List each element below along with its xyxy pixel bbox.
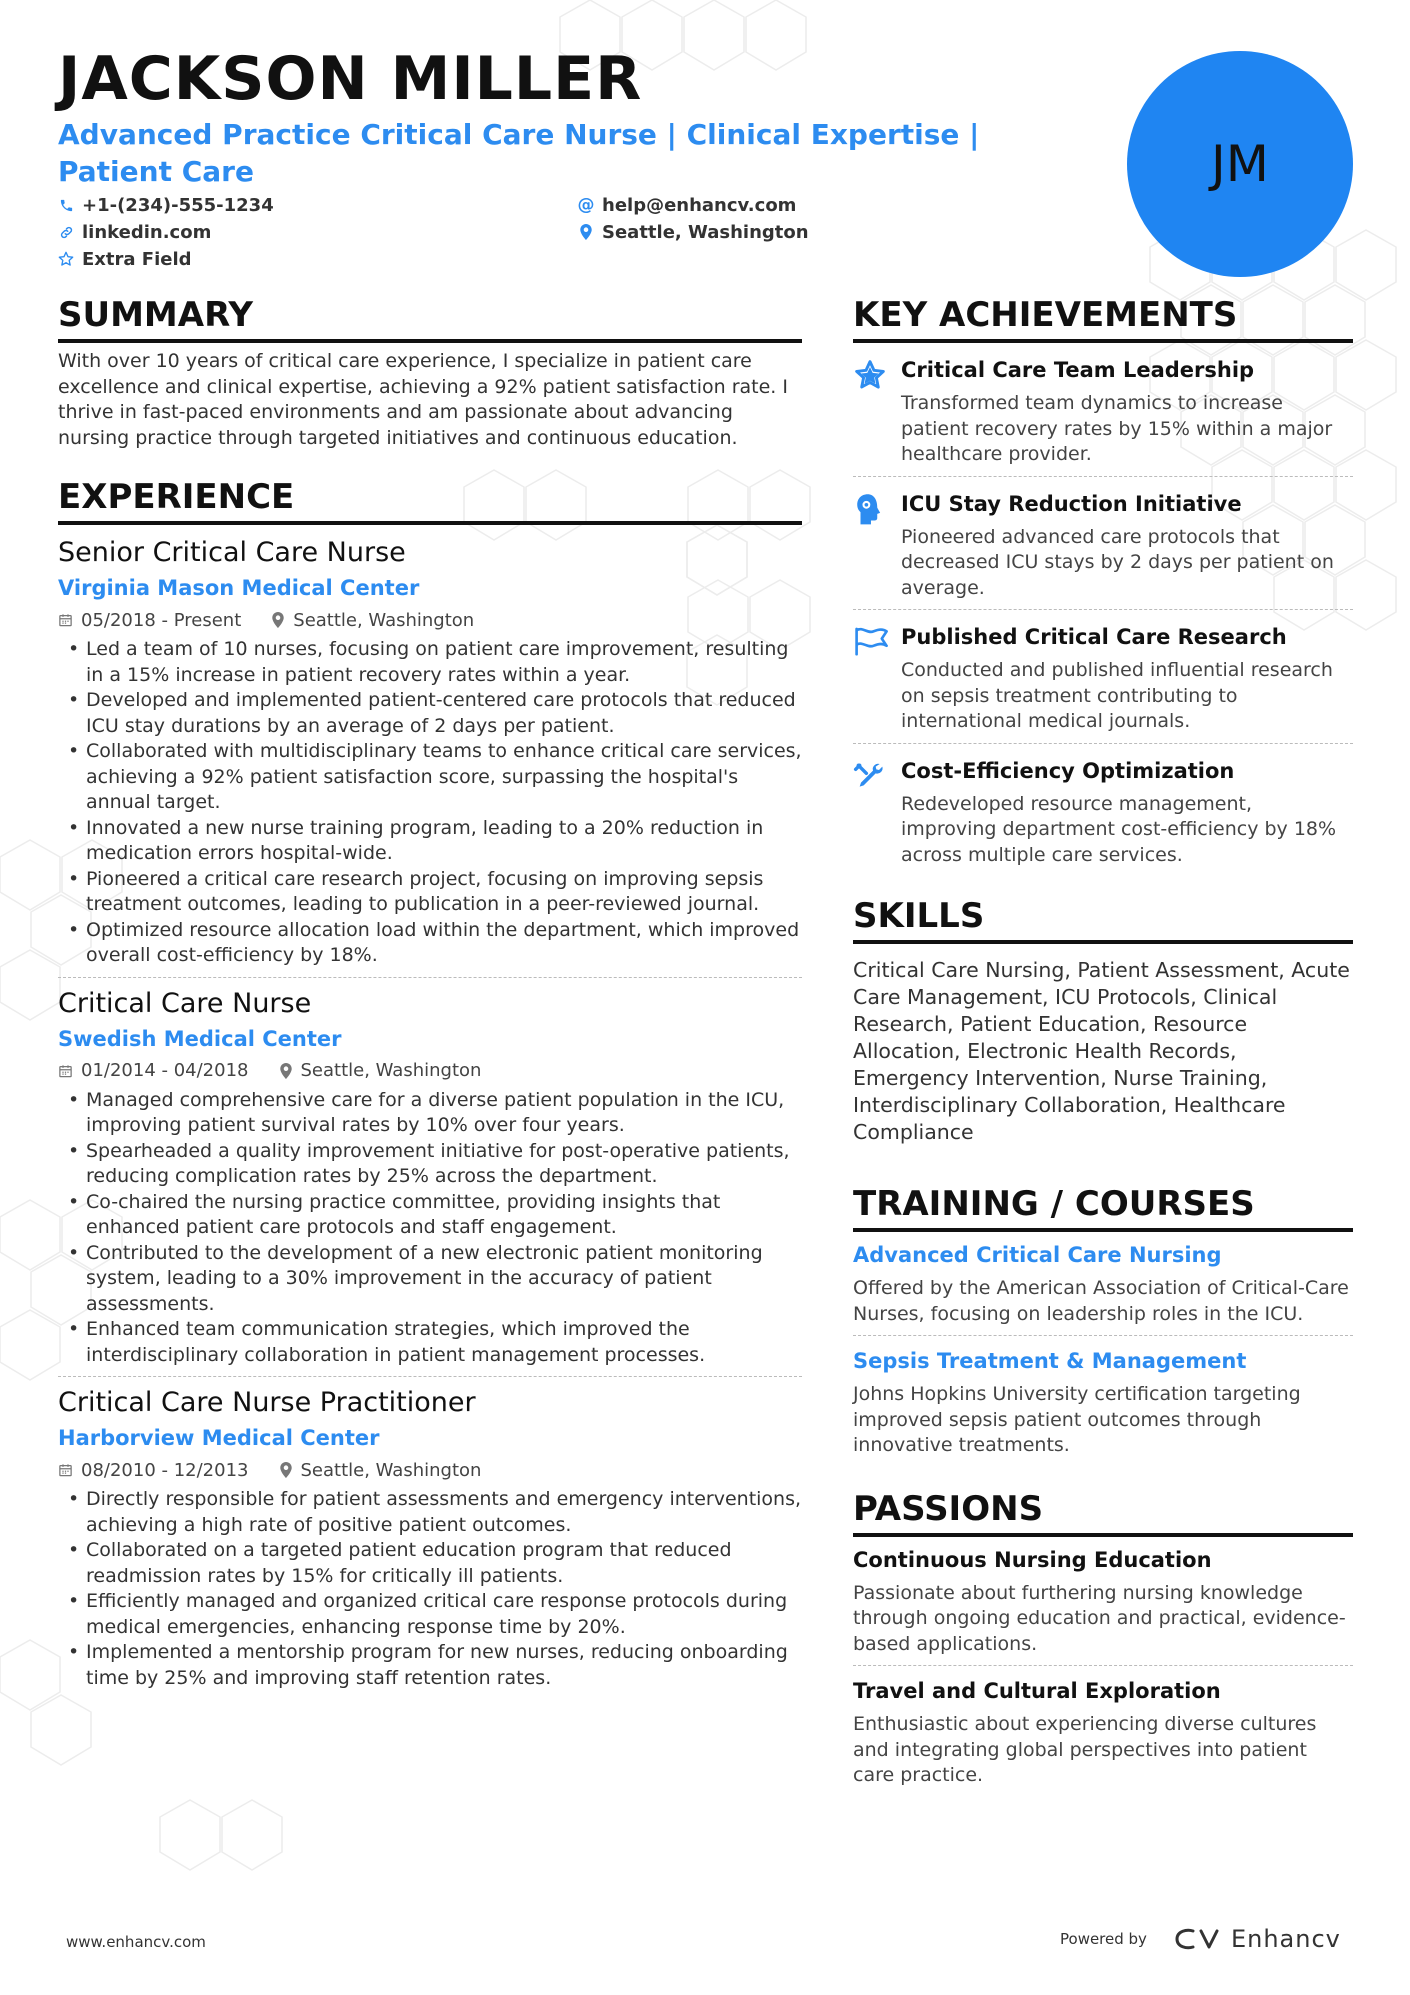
star-outline-icon — [58, 251, 74, 267]
bullet-item: • Co-chaired the nursing practice committee, providing insights that enhanced patient care protocols and staff engagement. — [58, 1190, 802, 1241]
bullet-item: • Led a team of 10 nurses, focusing on patient care improvement, resulting in a 15% increase in patient recovery rates within a year. — [58, 637, 802, 688]
job-dates: 05/2018 - Present — [81, 609, 242, 631]
divider — [58, 977, 802, 978]
location-pin-icon — [578, 224, 594, 240]
bullet-item: • Pioneered a critical care research project, focusing on improving sepsis treatment outcomes, leading to publication in a peer-reviewed journal. — [58, 867, 802, 918]
passion-title: Continuous Nursing Education — [853, 1547, 1212, 1572]
bullet-item: • Directly responsible for patient assessments and emergency interventions, achieving a high rate of positive patient outcomes. — [58, 1487, 802, 1538]
course-item — [853, 1348, 1353, 1459]
head-icon — [853, 493, 885, 527]
achievement-title: ICU Stay Reduction Initiative — [901, 491, 1242, 516]
achievement-desc: Redeveloped resource management, improving department cost-efficiency by 18% across multiple care services. — [901, 792, 1337, 866]
job-entry — [58, 1387, 802, 1691]
training-heading: TRAINING / COURSES — [853, 1184, 1353, 1232]
achievement-desc: Conducted and published influential research on sepsis treatment contributing to international medical journals. — [901, 659, 1333, 732]
achievement-title: Published Critical Care Research — [901, 625, 1287, 649]
achievement-item — [853, 758, 1353, 869]
job-entry — [58, 537, 802, 969]
calendar-icon — [58, 1063, 73, 1079]
contact-info — [58, 194, 818, 270]
contact-linkedin[interactable] — [58, 221, 578, 243]
bullet-item: • Developed and implemented patient-centered care protocols that reduced ICU stay durations by an average of 2 days per patient. — [58, 688, 802, 739]
bullet-item: • Enhanced team communication strategies, which improved the interdisciplinary collaboration in patient management processes. — [58, 1317, 802, 1368]
company-name[interactable]: Harborview Medical Center — [58, 1426, 380, 1450]
job-location: Seattle, Washington — [300, 1060, 482, 1081]
bullet-item: • Collaborated with multidisciplinary teams to enhance critical care services, achieving a 92% patient satisfaction score, surpassing the hospital's annual target. — [58, 739, 802, 816]
job-entry — [58, 988, 802, 1369]
passion-desc: Passionate about furthering nursing knowledge through ongoing education and practical, evidence-based applications. — [853, 1581, 1346, 1655]
footer-branding — [1060, 1925, 1341, 1953]
contact-email[interactable] — [578, 194, 818, 216]
brand-name[interactable]: Enhancv — [1230, 1925, 1341, 1953]
location-pin-icon — [279, 1063, 293, 1079]
company-name[interactable]: Swedish Medical Center — [58, 1026, 342, 1051]
achievement-item — [853, 357, 1353, 468]
flag-icon — [853, 626, 889, 656]
at-icon: @ — [577, 195, 595, 215]
divider — [58, 1376, 802, 1377]
summary-heading: SUMMARY — [58, 295, 802, 343]
calendar-icon — [58, 1462, 73, 1478]
left-column — [58, 295, 802, 1691]
job-meta — [58, 1459, 802, 1481]
linkedin-text: linkedin.com — [82, 221, 212, 243]
divider — [853, 476, 1353, 477]
skills-text: Critical Care Nursing, Patient Assessment, Acute Care Management, ICU Protocols, Clinical Research, Patient Education, Resource Allocation, Electronic Health Records, Emergency Intervention, Nurse Training, Interdisciplinary Collaboration, Healthcare Compliance — [853, 958, 1350, 1144]
bullet-item: • Efficiently managed and organized critical care response protocols during medical emergencies, enhancing response time by 20%. — [58, 1589, 802, 1640]
course-title[interactable]: Advanced Critical Care Nursing — [853, 1243, 1222, 1267]
achievement-desc: Pioneered advanced care protocols that decreased ICU stays by 2 days per patient on average. — [901, 525, 1334, 599]
job-dates: 08/2010 - 12/2013 — [81, 1459, 249, 1481]
course-desc: Johns Hopkins University certification targeting improved sepsis patient outcomes through innovative treatments. — [853, 1383, 1301, 1456]
job-title: Senior Critical Care Nurse — [58, 537, 406, 568]
phone-text: +1-(234)-555-1234 — [82, 194, 274, 216]
job-meta — [58, 609, 802, 631]
footer-website[interactable]: www.enhancv.com — [66, 1933, 206, 1951]
right-column — [853, 295, 1353, 1789]
course-item — [853, 1242, 1353, 1327]
job-bullets — [58, 1088, 802, 1369]
candidate-name: JACKSON MILLER — [58, 44, 643, 114]
calendar-icon — [58, 612, 73, 628]
job-dates: 01/2014 - 04/2018 — [81, 1060, 249, 1081]
extra-text: Extra Field — [82, 248, 192, 270]
enhancv-logo-icon — [1173, 1927, 1221, 1951]
course-desc: Offered by the American Association of Critical-Care Nurses, focusing on leadership roles in the ICU. — [853, 1277, 1349, 1325]
bullet-item: • Optimized resource allocation load within the department, which improved overall cost-efficiency by 18%. — [58, 918, 802, 969]
contact-extra — [58, 248, 578, 270]
divider — [853, 743, 1353, 744]
avatar-initials: JM — [1211, 135, 1269, 193]
email-text: help@enhancv.com — [602, 194, 797, 216]
powered-by-text: Powered by — [1060, 1930, 1147, 1948]
contact-location — [578, 221, 818, 243]
bullet-item: • Contributed to the development of a new electronic patient monitoring system, leading to a 30% improvement in the accuracy of patient assessments. — [58, 1241, 802, 1318]
job-location: Seattle, Washington — [300, 1459, 482, 1481]
achievement-title: Critical Care Team Leadership — [901, 358, 1255, 382]
bullet-item: • Implemented a mentorship program for new nurses, reducing onboarding time by 25% and improving staff retention rates. — [58, 1640, 802, 1691]
star-icon — [853, 359, 887, 391]
company-name[interactable]: Virginia Mason Medical Center — [58, 576, 420, 600]
achievement-title: Cost-Efficiency Optimization — [901, 758, 1235, 783]
contact-phone[interactable] — [58, 194, 578, 216]
candidate-title: Advanced Practice Critical Care Nurse | Clinical Expertise | Patient Care — [58, 118, 980, 188]
passion-desc: Enthusiastic about experiencing diverse cultures and integrating global perspectives into patient care practice. — [853, 1713, 1317, 1786]
location-text: Seattle, Washington — [602, 221, 809, 243]
location-pin-icon — [279, 1462, 293, 1478]
link-icon — [58, 224, 74, 240]
achievement-item — [853, 491, 1353, 602]
tools-icon — [853, 760, 885, 792]
job-title: Critical Care Nurse — [58, 987, 312, 1019]
experience-heading: EXPERIENCE — [58, 477, 802, 525]
passions-heading: PASSIONS — [853, 1489, 1353, 1537]
job-bullets — [58, 637, 802, 969]
job-bullets — [58, 1487, 802, 1691]
achievement-desc: Transformed team dynamics to increase patient recovery rates by 15% within a major healthcare provider. — [901, 392, 1333, 465]
job-location: Seattle, Washington — [293, 609, 475, 631]
skills-heading: SKILLS — [853, 896, 1353, 944]
passion-item — [853, 1678, 1353, 1789]
bullet-item: • Managed comprehensive care for a diverse patient population in the ICU, improving patient survival rates by 10% over four years. — [58, 1088, 802, 1139]
phone-icon — [58, 197, 74, 213]
bullet-item: • Spearheaded a quality improvement initiative for post-operative patients, reducing complication rates by 25% across the department. — [58, 1139, 802, 1190]
avatar — [1127, 51, 1353, 277]
location-pin-icon — [271, 612, 285, 628]
job-meta — [58, 1060, 802, 1082]
bullet-item: • Collaborated on a targeted patient education program that reduced readmission rates by 15% for critically ill patients. — [58, 1538, 802, 1589]
achievement-item — [853, 624, 1353, 735]
divider — [853, 609, 1353, 610]
achievements-heading: KEY ACHIEVEMENTS — [853, 295, 1353, 343]
course-title[interactable]: Sepsis Treatment & Management — [853, 1349, 1247, 1373]
passion-title: Travel and Cultural Exploration — [853, 1679, 1221, 1703]
passion-item — [853, 1547, 1353, 1658]
divider — [853, 1665, 1353, 1666]
bullet-item: • Innovated a new nurse training program, leading to a 20% reduction in medication errors hospital-wide. — [58, 816, 802, 867]
job-title: Critical Care Nurse Practitioner — [58, 1387, 476, 1418]
summary-text: With over 10 years of critical care experience, I specialize in patient care excellence and clinical expertise, achieving a 92% patient satisfaction rate. I thrive in fast-paced environments and am passionate about advancing nursing practice through targeted initiatives and continuous education. — [58, 350, 788, 449]
divider — [853, 1335, 1353, 1336]
